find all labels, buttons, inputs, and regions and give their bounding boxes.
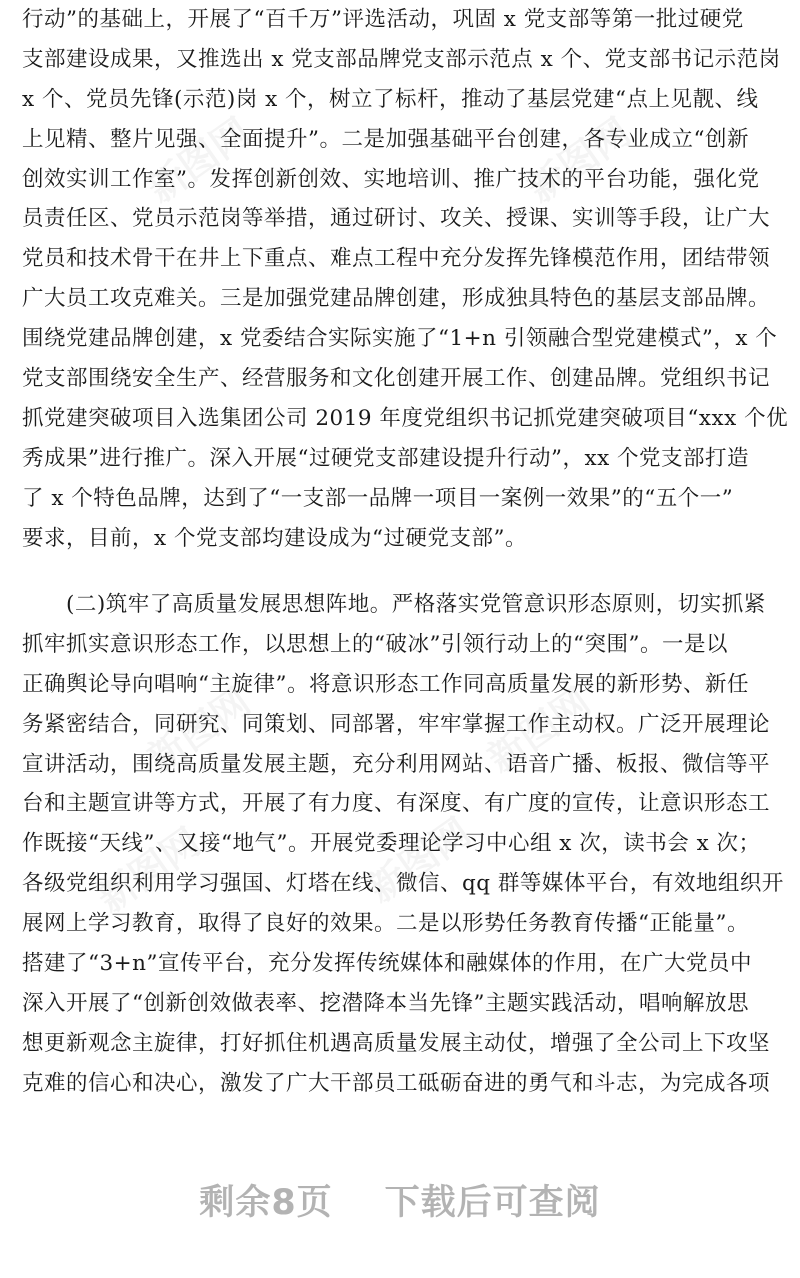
watermark: 新图网	[139, 679, 259, 782]
text-line: 秀成果”进行推广。深入开展“过硬党支部建设提升行动”，xx 个党支部打造	[22, 445, 750, 471]
paragraph-bottom	[22, 585, 782, 1104]
text-line: 创效实训工作室”。发挥创新创效、实地培训、推广技术的平台功能，强化党	[22, 166, 760, 192]
text-line: 抓牢抓实意识形态工作，以思想上的“破冰”引领行动上的“突围”。一是以	[22, 631, 728, 657]
text-line: x 个、党员先锋(示范)岗 x 个，树立了标杆，推动了基层党建“点上见靓、线	[22, 86, 759, 112]
text-line: 展网上学习教育，取得了良好的效果。二是以形势任务教育传播“正能量”。	[22, 911, 749, 937]
text-line: 党员和技术骨干在井上下重点、难点工程中充分发挥先锋模范作用，团结带领	[22, 246, 771, 272]
text-line: 深入开展了“创新创效做表率、挖潜降本当先锋”主题实践活动，唱响解放思	[22, 990, 749, 1016]
text-line: 围绕党建品牌创建，x 党委结合实际实施了“1+n 引领融合型党建模式”，x 个	[22, 326, 778, 352]
watermark: 新图网	[139, 109, 259, 212]
text-line: 抓党建突破项目入选集团公司 2019 年度党组织书记抓党建突破项目“xxx 个优	[22, 405, 789, 431]
text-line: 上见精、整片见强、全面提升”。二是加强基础平台创建，各专业成立“创新	[22, 126, 749, 152]
paragraph-top	[22, 0, 789, 558]
watermark: 新图网	[519, 109, 639, 212]
text-line: 了 x 个特色品牌，达到了“一支部一品牌一项目一案例一效果”的“五个一”	[22, 485, 734, 511]
download-to-view-text[interactable]: 下载后可查阅	[384, 1183, 601, 1223]
text-line: 务紧密结合，同研究、同策划、同部署，牢牢掌握工作主动权。广泛开展理论	[22, 711, 771, 737]
download-banner[interactable]	[0, 1170, 800, 1230]
watermark: 新图网	[359, 809, 479, 912]
watermark: 新图网	[89, 819, 209, 922]
text-line: 宣讲活动，围绕高质量发展主题，充分利用网站、语音广播、板报、微信等平	[22, 751, 771, 777]
text-line: 正确舆论导向唱响“主旋律”。将意识形态工作同高质量发展的新形势、新任	[22, 671, 749, 697]
text-line: 要求，目前，x 个党支部均建设成为“过硬党支部”。	[22, 525, 527, 551]
text-line: 搭建了“3+n”宣传平台，充分发挥传统媒体和融媒体的作用，在广大党员中	[22, 951, 753, 977]
text-line: 广大员工攻克难关。三是加强党建品牌创建，形成独具特色的基层支部品牌。	[22, 286, 771, 312]
text-line: 作既接“天线”、又接“地气”。开展党委理论学习中心组 x 次，读书会 x 次；	[22, 831, 761, 857]
text-line: 行动”的基础上，开展了“百千万”评选活动，巩固 x 党支部等第一批过硬党	[22, 7, 744, 32]
text-line: 各级党组织利用学习强国、灯塔在线、微信、qq 群等媒体平台，有效地组织开	[22, 871, 784, 897]
text-line: 克难的信心和决心，激发了广大干部员工砥砺奋进的勇气和斗志，为完成各项	[22, 1070, 771, 1096]
text-line: 台和主题宣讲等方式，开展了有力度、有深度、有广度的宣传，让意识形态工	[22, 791, 771, 817]
text-line: 员责任区、党员示范岗等举措，通过研讨、攻关、授课、实训等手段，让广大	[22, 206, 771, 232]
watermark: 新图网	[479, 679, 599, 782]
text-line: 支部建设成果，又推选出 x 党支部品牌党支部示范点 x 个、党支部书记示范岗	[22, 46, 781, 72]
remaining-pages-text[interactable]: 剩余8页	[199, 1183, 333, 1223]
text-line: (二)筑牢了高质量发展思想阵地。严格落实党管意识形态原则，切实抓紧	[22, 592, 766, 617]
text-line: 党支部围绕安全生产、经营服务和文化创建开展工作、创建品牌。党组织书记	[22, 366, 771, 392]
text-line: 想更新观念主旋律，打好抓住机遇高质量发展主动仗，增强了全公司上下攻坚	[22, 1030, 771, 1056]
